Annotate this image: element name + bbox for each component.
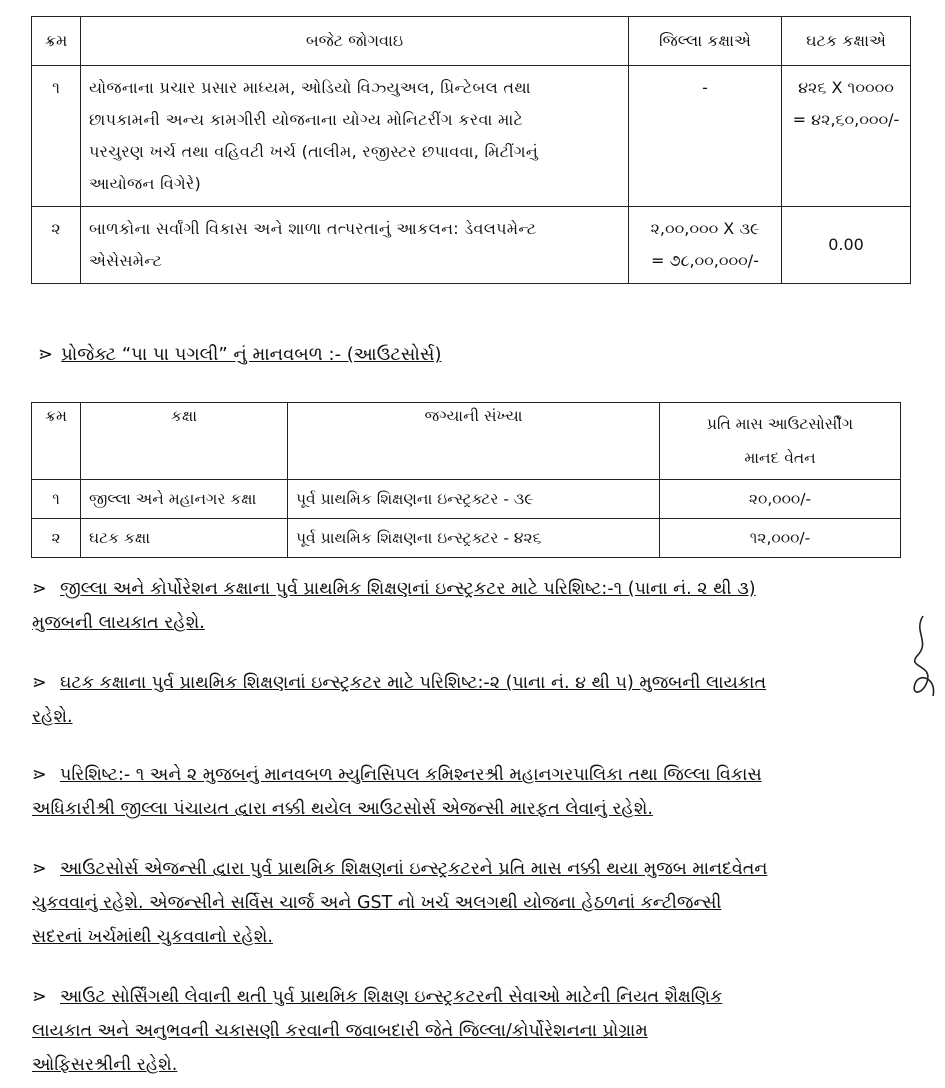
bullet-arrow-icon: ⋗ — [38, 344, 54, 365]
budget-header-provision: બજેટ જોગવાઇ — [81, 17, 629, 66]
budget-row-sr: ૧ — [32, 66, 81, 207]
district-calc: ૨,૦૦,૦૦૦ X ૩૯ — [650, 219, 760, 238]
manpower-header-class: કક્ષા — [81, 403, 288, 480]
manpower-row-class: જીલ્લા અને મહાનગર કક્ષા — [81, 480, 288, 519]
note-line: અધિકારીશ્રી જીલ્લા પંચાયત દ્વારા નક્કી થયેલ આઉટસોર્સ એજન્સી મારફત લેવાનું રહેશે. — [32, 799, 653, 819]
note-2 — [32, 666, 892, 734]
pay-header-line: પ્રતિ માસ આઉટસોર્સીંગ — [706, 415, 854, 433]
description-line: બાળકોના સર્વાંગી વિકાસ અને શાળા તત્પરતાનું આકલન: ડેવલપમેન્ટ — [89, 219, 537, 238]
description-line: છાપકામની અન્ય કામગીરી યોજનાના યોગ્ય મોનિટરીંગ કરવા માટે — [89, 110, 524, 129]
note-line: ઓફિસરશ્રીની રહેશે. — [32, 1055, 178, 1075]
manpower-row-pay: ૧૨,૦૦૦/- — [660, 519, 901, 558]
manpower-row-1 — [32, 480, 901, 519]
bullet-arrow-icon: ⋗ — [32, 859, 47, 879]
budget-header-unit: ઘટક કક્ષાએ — [782, 17, 911, 66]
budget-header-row — [32, 17, 911, 66]
budget-row-description — [81, 207, 629, 284]
bullet-arrow-icon: ⋗ — [32, 987, 47, 1007]
manpower-row-2 — [32, 519, 901, 558]
budget-table — [31, 16, 911, 284]
manpower-row-posts: પૂર્વ પ્રાથમિક શિક્ષણના ઇન્સ્ટ્રક્ટર - ૩૯ — [288, 480, 660, 519]
manpower-row-pay: ૨૦,૦૦૦/- — [660, 480, 901, 519]
note-1 — [32, 572, 892, 640]
manpower-row-sr: ૧ — [32, 480, 81, 519]
description-line: પરચુરણ ખર્ચ તથા વહિવટી ખર્ચ (તાલીમ, રજીસ્ટર છપાવવા, મિટીંગનું — [89, 142, 539, 161]
budget-row-district — [629, 207, 782, 284]
note-5 — [32, 980, 892, 1082]
note-3 — [32, 758, 892, 826]
description-line: એસેસમેન્ટ — [89, 251, 163, 270]
manpower-header-row — [32, 403, 901, 480]
budget-header-sr: ક્રમ — [32, 17, 81, 66]
budget-row-district: - — [629, 66, 782, 207]
note-4 — [32, 852, 892, 954]
manpower-header-sr: ક્રમ — [32, 403, 81, 480]
note-line: મુજબની લાયકાત રહેશે. — [32, 613, 205, 633]
unit-total: = ૪૨,૬૦,૦૦૦/- — [792, 110, 900, 129]
description-line: આયોજન વિગેરે) — [89, 174, 202, 193]
budget-row-description — [81, 66, 629, 207]
district-total: = ૭૮,૦૦,૦૦૦/- — [651, 251, 759, 270]
note-line: આઉટસોર્સ એજન્સી દ્વારા પુર્વ પ્રાથમિક શિક્ષણનાં ઇન્સ્ટ્રકટરને પ્રતિ માસ નક્કી થયા મુજબ માનદવેતન — [60, 859, 768, 879]
manpower-table — [31, 402, 901, 558]
description-line: યોજનાના પ્રચાર પ્રસાર માધ્યમ, ઓડિયો વિઝ્યુઅલ, પ્રિન્ટેબલ તથા — [89, 78, 531, 97]
note-line: ઘટક કક્ષાના પુર્વ પ્રાથમિક શિક્ષણનાં ઇન્સ્ટ્રકટર માટે પરિશિષ્ટ:-૨ (પાના નં. ૪ થી ૫) મુજબની લાયકાત — [60, 673, 767, 693]
budget-row-unit: 0.00 — [782, 207, 911, 284]
unit-calc: ૪૨૬ X ૧૦૦૦૦ — [798, 78, 894, 97]
budget-row-1 — [32, 66, 911, 207]
bullet-arrow-icon: ⋗ — [32, 579, 47, 599]
manpower-row-posts: પૂર્વ પ્રાથમિક શિક્ષણના ઇન્સ્ટ્રક્ટર - ૪૨૬ — [288, 519, 660, 558]
bullet-arrow-icon: ⋗ — [32, 673, 47, 693]
note-line: પરિશિષ્ટ:- ૧ અને ૨ મુજબનું માનવબળ મ્યુનિસિપલ કમિશ્નરશ્રી મહાનગરપાલિકા તથા જિલ્લા વિકાસ — [60, 765, 762, 785]
note-line: રહેશે. — [32, 707, 73, 727]
note-line: લાયકાત અને અનુભવની ચકાસણી કરવાની જવાબદારી જેતે જિલ્લા/કોર્પોરેશનના પ્રોગ્રામ — [32, 1021, 648, 1041]
pay-header-line: માનદ વેતન — [744, 449, 816, 467]
budget-header-district: જિલ્લા કક્ષાએ — [629, 17, 782, 66]
manpower-row-sr: ૨ — [32, 519, 81, 558]
manpower-row-class: ઘટક કક્ષા — [81, 519, 288, 558]
budget-row-2 — [32, 207, 911, 284]
budget-row-unit — [782, 66, 911, 207]
bullet-arrow-icon: ⋗ — [32, 765, 47, 785]
note-line: જીલ્લા અને કોર્પોરેશન કક્ષાના પુર્વ પ્રાથમિક શિક્ષણનાં ઇન્સ્ટ્રકટર માટે પરિશિષ્ટ:-૧ (પાના નં. ૨ થી ૩) — [60, 579, 756, 599]
manpower-header-posts: જગ્યાની સંખ્યા — [288, 403, 660, 480]
project-heading — [38, 344, 441, 365]
manpower-header-pay — [660, 403, 901, 480]
note-line: ચુકવવાનું રહેશે. એજન્સીને સર્વિસ ચાર્જ અને GST નો ખર્ચ અલગથી યોજના હેઠળનાં કન્ટીજન્સી — [32, 893, 722, 913]
note-line: સદરનાં ખર્ચમાંથી ચુકવવાનો રહેશે. — [32, 927, 273, 947]
budget-row-sr: ૨ — [32, 207, 81, 284]
signature-mark — [903, 612, 939, 702]
note-line: આઉટ સોર્સિંગથી લેવાની થતી પુર્વ પ્રાથમિક શિક્ષણ ઇન્સ્ટ્રકટરની સેવાઓ માટેની નિયત શૈક્ષણિક — [60, 987, 723, 1007]
project-heading-text: પ્રોજેક્ટ “પા પા પગલી” નું માનવબળ :- (આઉટસોર્સ) — [61, 344, 442, 365]
